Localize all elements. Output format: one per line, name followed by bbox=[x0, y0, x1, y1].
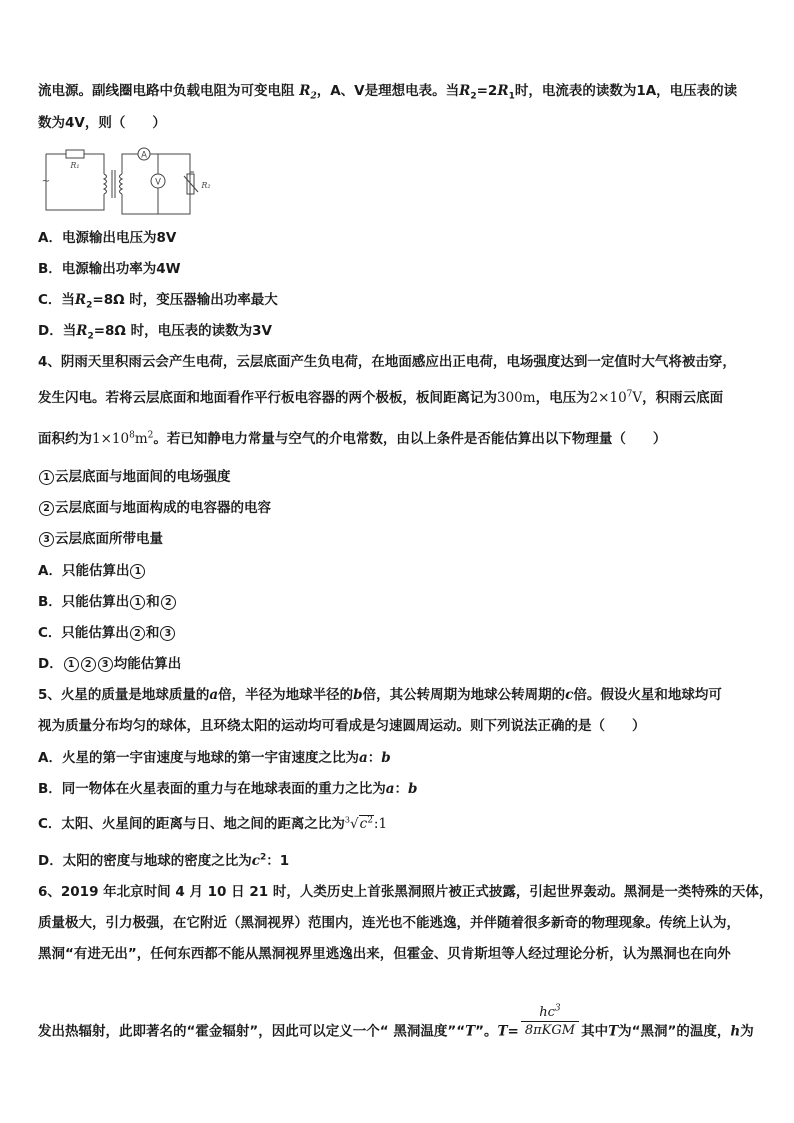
q3-text-a: 流电源。副线圈电路中负载电阻为可变电阻 bbox=[38, 83, 295, 99]
q4-option-d: D． 1 2 3 均能估算出 bbox=[38, 656, 182, 672]
hawking-temperature-fraction: $\frac{hc^3}{\text{8πKGM}}$ bbox=[521, 1004, 579, 1039]
q3-option-d: D．当$R_2=8\Omega$ 时，电压表的读数为3V bbox=[38, 323, 272, 342]
q5-option-b: B．同一物体在火星表面的重力与在地球表面的重力之比为a：b bbox=[38, 781, 418, 797]
q4-line3: 面积约为$1\times 10^8m^2$。若已知静电力常量与空气的介电常数，由以上条件是否能估算出以下物理量（ ） bbox=[38, 430, 667, 447]
q3-eq-mid: =2 bbox=[476, 83, 498, 99]
q6-line4: 发出热辐射，此即著名的“霍金辐射”，因此可以定义一个“ 黑洞温度”“T”。T= $\frac{hc^3}{\text{8πKGM}}$ 其中T为“黑洞”的温度，h为 bbox=[38, 1003, 754, 1040]
q3-eq-lhs: R bbox=[459, 83, 471, 99]
q4-line1: 4、阴雨天里积雨云会产生电荷，云层底面产生负电荷，在地面感应出正电荷，电场强度达到一定值时大气将被击穿， bbox=[38, 354, 736, 370]
circled-number-3: 3 bbox=[39, 532, 54, 547]
q3-option-a: A．电源输出电压为8V bbox=[38, 230, 177, 246]
q5-line2: 视为质量分布均匀的球体，且环绕太阳的运动均可看成是匀速圆周运动。则下列说法正确的是（ ） bbox=[38, 718, 646, 734]
q3-line1 bbox=[38, 81, 737, 101]
q4-line2: 发生闪电。若将云层底面和地面看作平行板电容器的两个极板，板间距离记为300m，电压为$2\times 10^7V$，积雨云底面 bbox=[38, 389, 724, 406]
q4-voltage: $2\times 10^7V$ bbox=[589, 389, 643, 406]
q3-eq-lhs-sub: 2 bbox=[470, 91, 477, 102]
q4-item-2: 2 云层底面与地面构成的电容器的电容 bbox=[38, 498, 271, 518]
q4-area: $1\times 10^8m^2$ bbox=[92, 430, 154, 447]
circled-number-2: 2 bbox=[39, 501, 54, 516]
q4-item-3: 3 云层底面所带电量 bbox=[38, 529, 163, 549]
q5-line1: 5、火星的质量是地球质量的a倍，半径为地球半径的b倍，其公转周期为地球公转周期的c倍。假设火星和地球均可 bbox=[38, 687, 722, 703]
q4-option-b: B．只能估算出 1 和 2 bbox=[38, 592, 177, 612]
q3-line2: 数为4V，则（ ） bbox=[38, 115, 166, 131]
r2-label: R₂ bbox=[201, 181, 211, 190]
q5-option-c: C．太阳、火星间的距离与日、地之间的距离之比为$^3√c^2:1$ bbox=[38, 815, 388, 832]
q4-distance: 300m bbox=[497, 390, 536, 406]
q3-eq-rhs: R bbox=[497, 83, 509, 99]
voltmeter-label: V bbox=[155, 177, 161, 188]
r1-label: R₁ bbox=[70, 161, 80, 170]
transformer-circuit-diagram bbox=[38, 144, 218, 220]
q3-option-b: B．电源输出功率为4W bbox=[38, 261, 181, 277]
q6-line3: 黑洞“有进无出”，任何东西都不能从黑洞视界里逃逸出来，但霍金、贝肯斯坦等人经过理论分析，认为黑洞也在向外 bbox=[38, 946, 731, 962]
q4-option-c: C．只能估算出 2 和 3 bbox=[38, 623, 176, 643]
q5-option-a: A．火星的第一宇宙速度与地球的第一宇宙速度之比为a：b bbox=[38, 750, 391, 766]
q4-item-1: 1 云层底面与地面间的电场强度 bbox=[38, 467, 231, 487]
q4-option-a: A．只能估算出 1 bbox=[38, 561, 146, 581]
ammeter-label: A bbox=[141, 150, 147, 161]
resistor-r1 bbox=[66, 150, 84, 158]
q3-text-b: ，A、V是理想电表。当 bbox=[316, 83, 460, 99]
q3-var-r2: $R_2$ bbox=[299, 83, 317, 102]
q3-option-c: C．当$R_2=8\Omega$ 时，变压器输出功率最大 bbox=[38, 292, 278, 311]
q5-option-d: D．太阳的密度与地球的密度之比为$c^2$：1 bbox=[38, 852, 290, 869]
q6-line1: 6、2019 年北京时间 4 月 10 日 21 时，人类历史上首张黑洞照片被正式披露，引起世界轰动。黑洞是一类特殊的天体， bbox=[38, 884, 773, 900]
q6-line2: 质量极大，引力极强，在它附近（黑洞视界）范围内，连光也不能逃逸，并伴随着很多新奇的物理现象。传统上认为， bbox=[38, 915, 740, 931]
q3-text-c: 时，电流表的读数为1A，电压表的读 bbox=[514, 83, 738, 99]
q3-eq-rhs-sub: 1 bbox=[508, 91, 515, 102]
ac-source-symbol: ~ bbox=[41, 176, 51, 187]
cube-root-expression: $^3√c^2$ bbox=[344, 815, 373, 832]
circled-number-1: 1 bbox=[39, 470, 54, 485]
